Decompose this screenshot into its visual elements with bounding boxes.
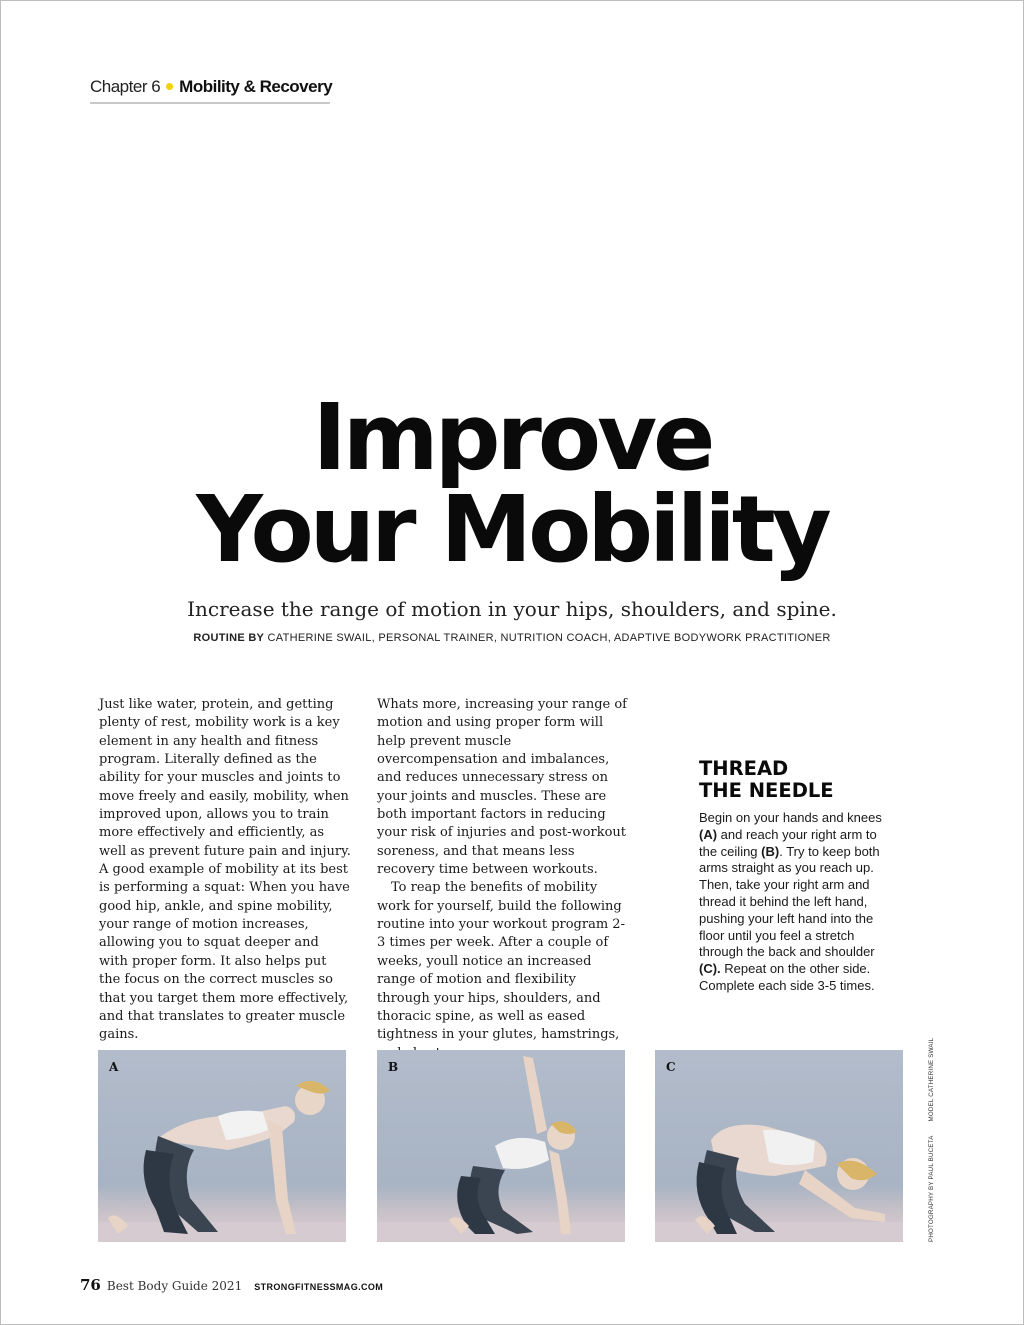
routine-credit — [0, 632, 1024, 644]
pose-c-illustration — [655, 1050, 903, 1242]
instruction-text: Begin on your hands and knees — [699, 810, 882, 825]
photo-label-a: A — [109, 1060, 119, 1074]
article-title — [0, 384, 1024, 583]
body-paragraph-3: To reap the benefits of mobility work for yourself, build the following routine into your workout program 2-3 times per week. After a couple of weeks, youll notice an increased range of motion and flexibility through your hips, shoulders, and thoracic spine, as well as eased tightness in your glutes, hamstrings, — [377, 880, 625, 1043]
photo-label-c: C — [666, 1060, 676, 1074]
instruction-text: . Try to keep both arms straight as you reach up. Then, take your right arm and thread it behind the left hand, pushing your left hand into the floor until you feel a stretch through the back and shoulder — [699, 843, 880, 960]
step-c-ref: (C). — [699, 961, 721, 977]
model-credit: MODEL CATHERINE SWAIL — [928, 1037, 935, 1122]
page-number: 76 — [80, 1276, 101, 1294]
chapter-header — [90, 76, 333, 104]
photo-label-b: B — [388, 1060, 399, 1074]
yellow-dot-icon — [166, 83, 173, 90]
website-link[interactable]: STRONGFITNESSMAG.COM — [254, 1282, 384, 1292]
step-b-ref: (B) — [761, 843, 780, 859]
body-column-2 — [377, 696, 629, 1063]
chapter-number: Chapter 6 — [90, 77, 161, 96]
pose-b-illustration — [377, 1050, 625, 1242]
instruction-text: and reach your right arm to the ceiling — [699, 826, 877, 859]
body-paragraph-2: Whats more, increasing your range of motion and using proper form will help prevent muscle overcompensation and imbalances, and reduces unnecessary stress on your joints and muscles. These are both important factors in reducing your risk of injuries and post-workout soreness, and that means less recovery time between workouts. — [377, 697, 627, 878]
title-line-2: Your Mobility — [196, 476, 828, 583]
exercise-instructions — [699, 810, 889, 995]
title-line-1: Improve — [312, 384, 712, 491]
exercise-photo-a — [98, 1050, 346, 1242]
exercise-photo-c — [655, 1050, 903, 1242]
article-subtitle: Increase the range of motion in your hips, shoulders, and spine. — [187, 597, 837, 621]
body-column-1 — [99, 696, 351, 1045]
exercise-title-line-2: THE NEEDLE — [699, 779, 834, 802]
page-footer — [80, 1276, 383, 1294]
photo-credits — [928, 1024, 935, 1242]
exercise-title — [699, 758, 899, 802]
step-a-ref: (A) — [699, 826, 718, 842]
credit-text: CATHERINE SWAIL, PERSONAL TRAINER, NUTRITION COACH, ADAPTIVE BODYWORK PRACTITIONER — [264, 632, 831, 644]
publication-name: Best Body Guide 2021 — [106, 1279, 243, 1293]
pose-a-illustration — [98, 1050, 346, 1242]
chapter-title: Mobility & Recovery — [179, 77, 333, 96]
instruction-text: Repeat on the other side. Complete each side 3-5 times. — [699, 961, 875, 993]
exercise-photo-b — [377, 1050, 625, 1242]
exercise-title-line-1: THREAD — [699, 757, 789, 780]
body-paragraph-1: Just like water, protein, and getting plenty of rest, mobility work is a key element in any health and fitness program. Literally defined as the ability for your muscles and joints to move freely and easily, mobility, when improved upon, allows you to train more effectively and efficiently, as well as prevent future pain and injury. A good example of mobility at its best is performing a squat: When you have good hip, ankle, and spine mobility, your range of motion increases, allowing you to squat deeper and with proper form. It also helps put the focus on the correct muscles so that you target them more effectively, and that translates to greater muscle gains. — [99, 697, 351, 1043]
photographer-credit: PHOTOGRAPHY BY PAUL BUCETA — [928, 1135, 935, 1242]
credit-label: ROUTINE BY — [193, 632, 265, 644]
